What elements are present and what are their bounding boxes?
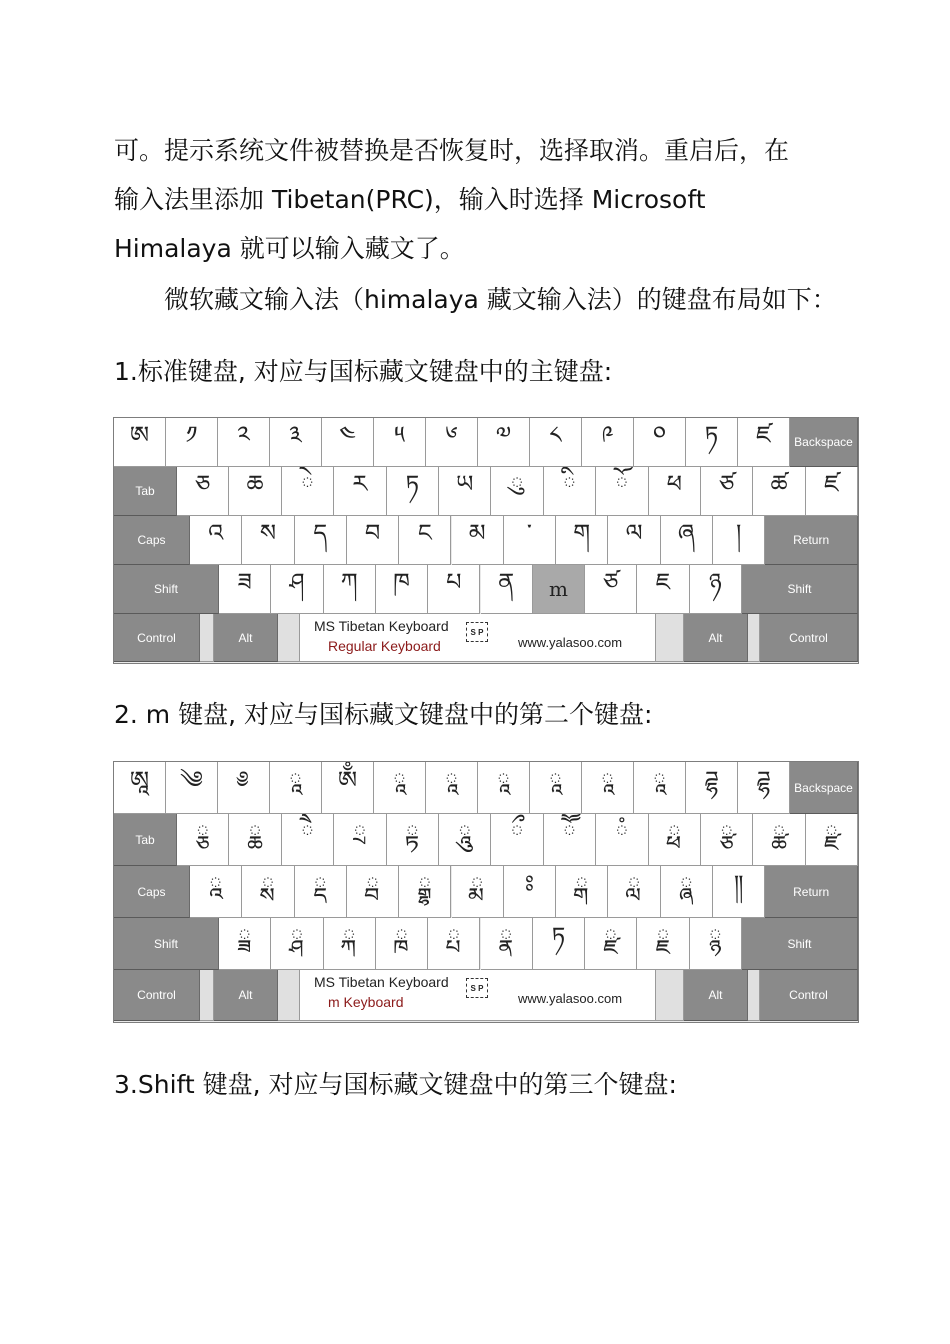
key[interactable]: ཱ <box>270 762 322 814</box>
key-gap <box>656 614 684 662</box>
key[interactable]: ་ <box>504 516 556 565</box>
key[interactable]: ྑ <box>376 918 428 970</box>
tab-key[interactable]: Tab <box>114 814 177 866</box>
return-key[interactable]: Return <box>765 866 858 918</box>
key[interactable]: ྫ <box>806 814 858 866</box>
key[interactable]: མ <box>452 516 504 565</box>
key[interactable]: ཛ <box>806 467 858 516</box>
key[interactable]: ཌྷ <box>738 762 790 814</box>
key[interactable]: ྲ <box>334 814 386 866</box>
key[interactable]: ཻ <box>282 814 334 866</box>
key[interactable]: ར <box>334 467 386 516</box>
key[interactable]: པ <box>428 565 480 614</box>
key[interactable]: ཱ <box>426 762 478 814</box>
key[interactable]: ང <box>399 516 451 565</box>
paragraph-line-1: 可。提示系统文件被替换是否恢复时，选择取消。重启后，在 <box>114 136 790 165</box>
key[interactable]: ཌྷ <box>686 762 738 814</box>
alt-key-left[interactable]: Alt <box>214 614 278 662</box>
key-gap <box>656 970 684 1021</box>
section-heading-2: 2. m 键盘, 对应与国标藏文键盘中的第二个键盘: <box>114 700 653 729</box>
shift-key-right[interactable]: Shift <box>742 565 858 614</box>
key[interactable]: ཀ <box>324 565 376 614</box>
keyboard-m <box>113 761 859 1023</box>
keyboard-regular <box>113 417 859 664</box>
key[interactable]: ཱ <box>478 762 530 814</box>
keyboard-type-label: Regular Keyboard <box>328 638 441 654</box>
key[interactable]: ྕ <box>177 814 229 866</box>
key[interactable]: ུ <box>491 467 543 516</box>
key[interactable]: ྦ <box>347 866 399 918</box>
control-key-left[interactable]: Control <box>114 970 200 1021</box>
key[interactable]: ཙ <box>585 565 637 614</box>
key[interactable]: ག <box>556 516 608 565</box>
key[interactable]: ཇ <box>637 565 689 614</box>
key[interactable]: ཏ <box>533 918 585 970</box>
key[interactable]: ྗ <box>637 918 689 970</box>
key-gap <box>278 614 300 662</box>
key[interactable]: ྨ <box>452 866 504 918</box>
key[interactable]: ླ <box>608 866 660 918</box>
backspace-key[interactable]: Backspace <box>790 418 858 467</box>
key[interactable]: ༡ <box>166 418 218 467</box>
key[interactable]: ཡ <box>439 467 491 516</box>
key[interactable]: ྶ <box>242 866 294 918</box>
key[interactable]: ྮ <box>661 866 713 918</box>
key[interactable]: ྩ <box>701 814 753 866</box>
key[interactable]: ཞ <box>661 516 713 565</box>
key[interactable]: ཽ <box>544 814 596 866</box>
key[interactable]: ྖ <box>229 814 281 866</box>
key[interactable]: ཏ <box>387 467 439 516</box>
backspace-key[interactable]: Backspace <box>790 762 858 814</box>
key[interactable]: m <box>533 565 585 614</box>
key[interactable]: ཨྃ <box>322 762 374 814</box>
key-gap <box>748 970 760 1021</box>
key[interactable]: ྡ <box>295 866 347 918</box>
key[interactable]: ྒྷ <box>399 866 451 918</box>
key[interactable]: ེ <box>282 467 334 516</box>
key[interactable]: ྫ <box>585 918 637 970</box>
key[interactable]: ཟ <box>219 565 271 614</box>
key[interactable]: ྰ <box>190 866 242 918</box>
key[interactable]: ཕ <box>649 467 701 516</box>
key[interactable]: ༩ <box>582 418 634 467</box>
key[interactable]: ྒ <box>556 866 608 918</box>
key[interactable]: ༢ <box>218 418 270 467</box>
brand-url: www.yalasoo.com <box>518 991 623 1006</box>
key[interactable]: ༄ <box>166 762 218 814</box>
key[interactable]: ྯ <box>219 918 271 970</box>
key[interactable]: ཚ <box>753 467 805 516</box>
key[interactable]: ཤ <box>271 565 323 614</box>
key[interactable]: ཙ <box>701 467 753 516</box>
key[interactable]: ཾ <box>596 814 648 866</box>
key[interactable]: ཆ <box>229 467 281 516</box>
key-gap <box>200 614 214 662</box>
key[interactable]: ཱ <box>634 762 686 814</box>
key[interactable]: ཉ <box>690 565 742 614</box>
key[interactable]: ྐ <box>324 918 376 970</box>
key[interactable]: ྤ <box>428 918 480 970</box>
key[interactable]: ྙ <box>690 918 742 970</box>
key[interactable]: བ <box>347 516 399 565</box>
key[interactable]: ན <box>481 565 533 614</box>
key[interactable]: ༣ <box>270 418 322 467</box>
key[interactable]: ཱ <box>582 762 634 814</box>
key[interactable]: ༥ <box>374 418 426 467</box>
key[interactable]: ། <box>713 516 765 565</box>
key[interactable]: ༦ <box>426 418 478 467</box>
key[interactable]: ༤ <box>322 418 374 467</box>
key[interactable]: ྟ <box>387 814 439 866</box>
key[interactable]: ༨ <box>530 418 582 467</box>
key-gap <box>748 614 760 662</box>
key[interactable]: ༠ <box>634 418 686 467</box>
keyboard-brand-banner <box>300 970 656 1021</box>
key[interactable]: ༎ <box>713 866 765 918</box>
control-key-right[interactable]: Control <box>760 970 858 1021</box>
key[interactable]: ཅ <box>177 467 229 516</box>
key-gap <box>200 970 214 1021</box>
keyboard-brand-banner <box>300 614 656 662</box>
key[interactable]: ྪ <box>753 814 805 866</box>
shift-key-left[interactable]: Shift <box>114 918 219 970</box>
paragraph-line-3: Himalaya 就可以输入藏文了。 <box>114 234 465 263</box>
return-key[interactable]: Return <box>765 516 858 565</box>
key[interactable]: ཨ <box>114 418 166 467</box>
caps-key[interactable]: Caps <box>114 516 190 565</box>
control-key-left[interactable]: Control <box>114 614 200 662</box>
key[interactable]: ༅ <box>218 762 270 814</box>
key[interactable]: ཨཱ <box>114 762 166 814</box>
brand-url: www.yalasoo.com <box>518 635 623 650</box>
shift-key-left[interactable]: Shift <box>114 565 219 614</box>
key[interactable]: ༧ <box>478 418 530 467</box>
key[interactable]: ལ <box>608 516 660 565</box>
control-key-right[interactable]: Control <box>760 614 858 662</box>
paragraph-line-4: 微软藏文输入法（himalaya 藏文输入法）的键盘布局如下： <box>164 285 837 314</box>
caps-key[interactable]: Caps <box>114 866 190 918</box>
key[interactable]: ོ <box>596 467 648 516</box>
key[interactable]: ད <box>295 516 347 565</box>
keyboard-type-label: m Keyboard <box>328 994 404 1010</box>
key[interactable]: ྴ <box>271 918 323 970</box>
key[interactable]: ཁ <box>376 565 428 614</box>
key[interactable]: ྣ <box>481 918 533 970</box>
key[interactable]: ཱུ <box>439 814 491 866</box>
alt-key-right[interactable]: Alt <box>684 614 748 662</box>
sp-logo: S P <box>466 622 488 642</box>
key[interactable]: འ <box>190 516 242 565</box>
brand-title: MS Tibetan Keyboard <box>314 618 449 634</box>
shift-key-right[interactable]: Shift <box>742 918 858 970</box>
tab-key[interactable]: Tab <box>114 467 177 516</box>
key[interactable]: ཏ <box>686 418 738 467</box>
key[interactable]: ཿ <box>504 866 556 918</box>
key[interactable]: ྥ <box>649 814 701 866</box>
key[interactable]: ི <box>544 467 596 516</box>
key[interactable]: ཛ <box>738 418 790 467</box>
paragraph-line-2: 输入法里添加 Tibetan(PRC)，输入时选择 Microsoft <box>114 185 706 214</box>
key-gap <box>278 970 300 1021</box>
key[interactable]: ཱ <box>374 762 426 814</box>
section-heading-3: 3.Shift 键盘, 对应与国标藏文键盘中的第三个键盘: <box>114 1070 677 1099</box>
section-heading-1: 1.标准键盘, 对应与国标藏文键盘中的主键盘: <box>114 357 613 386</box>
key[interactable]: ཱ <box>530 762 582 814</box>
key[interactable]: ྀ <box>491 814 543 866</box>
alt-key-left[interactable]: Alt <box>214 970 278 1021</box>
alt-key-right[interactable]: Alt <box>684 970 748 1021</box>
key[interactable]: ས <box>242 516 294 565</box>
brand-title: MS Tibetan Keyboard <box>314 974 449 990</box>
sp-logo: S P <box>466 978 488 998</box>
